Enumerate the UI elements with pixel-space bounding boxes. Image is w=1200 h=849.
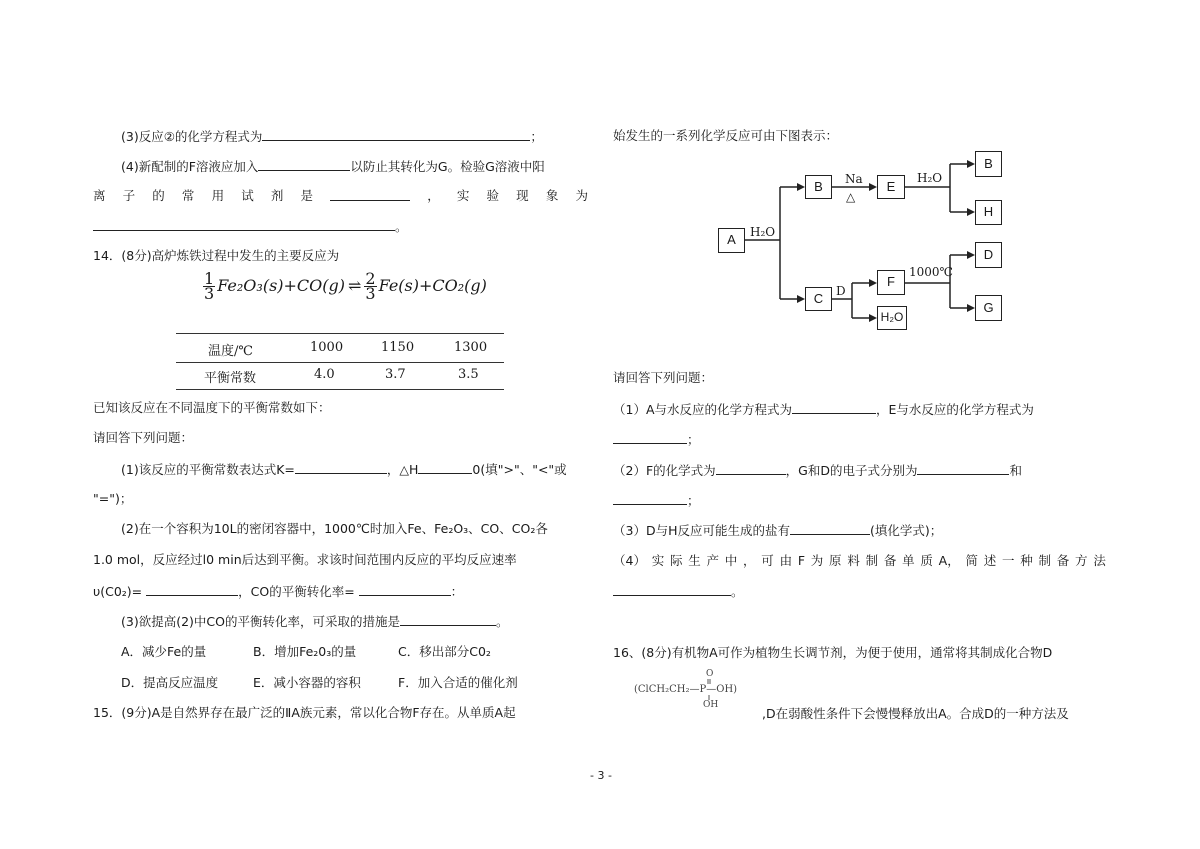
q15-part2-text2: ，G和D的电子式分别为 — [785, 463, 918, 478]
q15-part1-text2: ，E与水反应的化学方程式为 — [876, 402, 1034, 417]
table-header-cell: 1150 — [381, 340, 415, 355]
fraction-numerator: 1 — [204, 269, 215, 288]
q13-word: 试 — [241, 188, 254, 203]
q14-part1-text: (1)该反应的平衡常数表达式K= — [121, 462, 295, 477]
q14-end: ： — [450, 584, 464, 599]
q15-word: A， — [938, 553, 960, 568]
fraction-denominator: 3 — [365, 284, 376, 303]
q15-part1-text: （1）A与水反应的化学方程式为 — [613, 402, 793, 417]
q13-end: 。 — [395, 219, 408, 234]
structure-oxygen: O — [706, 669, 714, 679]
q13-word: 是 — [300, 188, 313, 203]
q14-rate-label: υ(C0₂)= — [93, 584, 143, 599]
q15-word: 简 — [965, 553, 978, 568]
option-e: E．减小容器的容积 — [253, 675, 361, 690]
label-h2o-e: H₂O — [917, 171, 943, 185]
q15-part3-text: （3）D与H反应可能生成的盐有 — [613, 523, 790, 538]
equation-reactants: Fe₂O₃(s)+CO(g) — [217, 276, 346, 295]
table-cell: 3.5 — [458, 367, 479, 382]
fraction-numerator: 2 — [365, 269, 376, 288]
table-header-cell: 1000 — [310, 340, 344, 355]
option-b: B．增加Fe₂0₃的量 — [253, 644, 357, 659]
q15-word: 质 — [920, 553, 933, 568]
option-a: A．减少Fe的量 — [121, 644, 207, 659]
q15-word: 一 — [1001, 553, 1015, 568]
q13-word: 离 — [93, 188, 106, 203]
label-h2o-a: H₂O — [750, 225, 776, 239]
q15-intro: 始发生的一系列化学反应可由下图表示： — [613, 128, 839, 143]
answer-blank[interactable] — [613, 431, 687, 444]
equation-products: Fe(s)+CO₂(g) — [378, 276, 487, 295]
q15-word: 种 — [1020, 553, 1033, 568]
table-cell: 4.0 — [314, 367, 335, 382]
answer-blank[interactable] — [790, 522, 870, 535]
q13-word: 为 — [575, 188, 588, 203]
q13-comma: ， — [427, 188, 440, 203]
table-cell: 3.7 — [385, 367, 406, 382]
q15-word: ， — [743, 553, 756, 568]
label-1000c: 1000℃ — [909, 265, 953, 279]
q15-part3-text2: (填化学式)； — [869, 523, 943, 538]
page-number: - 3 - — [590, 769, 612, 782]
q15-word: （4） — [613, 553, 646, 568]
q15-word: 备 — [1056, 553, 1070, 568]
label-na: Na — [845, 172, 863, 186]
node-b: B — [805, 175, 832, 199]
answer-blank[interactable] — [613, 492, 687, 505]
fraction-denominator: 3 — [204, 284, 215, 303]
q13-part3-end: ； — [530, 129, 543, 144]
option-c: C．移出部分C0₂ — [398, 644, 491, 659]
q13-word: 的 — [152, 188, 165, 203]
table-header-cell: 温度/℃ — [208, 344, 253, 359]
q15-part4-cont — [613, 583, 744, 600]
q15-part2-and: 和 — [1009, 463, 1022, 478]
q15-part1-cont — [613, 431, 700, 448]
option-d: D．提高反应温度 — [121, 675, 219, 690]
q15-word: 产 — [706, 553, 720, 568]
q13-word: 实 — [456, 188, 470, 203]
q14-part1-text3: 0(填">"、"<"或 — [472, 462, 567, 477]
node-c: C — [805, 287, 832, 311]
table-header-cell: 1300 — [454, 340, 488, 355]
q15-word: 际 — [669, 553, 683, 568]
table-cell: 平衡常数 — [204, 371, 257, 386]
q14-part2-line2: 1.0 mol，反应经过l0 min后达到平衡。求该时间范围内反应的平均反应速率 — [93, 552, 517, 567]
q13-part4-text2: 以防止其转化为G。检验G溶液中阳 — [350, 159, 545, 174]
answer-blank[interactable] — [716, 462, 786, 475]
q14-part3-text: (3)欲提高(2)中CO的平衡转化率，可采取的措施是 — [121, 614, 400, 629]
q15-word: 原 — [829, 553, 842, 568]
node-d: D — [975, 242, 1002, 268]
q13-part4-text: (4)新配制的F溶液应加入 — [121, 159, 259, 174]
q13-word: 现 — [516, 188, 529, 203]
structure-hydroxyl: OH — [703, 700, 719, 710]
label-d: D — [836, 284, 846, 298]
equilibrium-arrow: ⇌ — [348, 276, 362, 295]
q15-part1 — [613, 401, 1034, 418]
q16-line2: ,D在弱酸性条件下会慢慢释放出A。合成D的一种方法及 — [762, 706, 1069, 721]
q14-conversion-label: ，CO的平衡转化率= — [238, 584, 355, 599]
q13-word: 验 — [486, 188, 500, 203]
structure-main: (ClCH₂CH₂—P—OH) — [634, 684, 738, 695]
answer-blank[interactable] — [792, 401, 876, 414]
q14-part1-text2: ，△H — [386, 462, 419, 477]
q14-part2: (2)在一个容积为10L的密闭容器中，1000℃时加入Fe、Fe₂O₃、CO、CO₂各 — [121, 521, 548, 536]
node-h: H — [975, 200, 1002, 225]
q14-part3-end: 。 — [495, 614, 509, 629]
q14-ask: 请回答下列问题： — [93, 430, 194, 445]
node-f: F — [877, 270, 905, 295]
q15-word: 制 — [865, 553, 879, 568]
q15-word: 料 — [847, 553, 860, 568]
q13-word: 象 — [545, 188, 559, 203]
q13-word: 子 — [122, 188, 136, 203]
q14-title: 14．(8分)高炉炼铁过程中发生的主要反应为 — [93, 248, 340, 263]
q14-part1-cont: "=")； — [93, 491, 133, 506]
node-a: A — [718, 228, 745, 253]
q15-part4 — [613, 553, 1106, 569]
q16-title: 16、(8分)有机物A可作为植物生长调节剂，为便于使用，通常将其制成化合物D — [613, 645, 1053, 660]
q15-part2-text: （2）F的化学式为 — [613, 463, 716, 478]
q15-word: 法 — [1093, 553, 1106, 568]
q15-part2 — [613, 462, 1022, 479]
q15-ask: 请回答下列问题： — [613, 370, 714, 385]
answer-blank[interactable] — [613, 583, 731, 596]
q15-word: 中 — [724, 553, 738, 568]
q15-word: 为 — [810, 553, 824, 568]
label-heat: △ — [846, 190, 856, 204]
q15-word: F — [797, 553, 806, 568]
q15-word: 可 — [761, 553, 774, 568]
structure-bonds — [700, 677, 720, 701]
q15-word: 由 — [779, 553, 793, 568]
node-e: E — [877, 175, 905, 199]
node-b-product: B — [975, 151, 1002, 177]
q13-word: 常 — [181, 188, 195, 203]
q15-word: 方 — [1075, 553, 1088, 568]
q15-part3 — [613, 522, 942, 539]
q15-word: 实 — [651, 553, 665, 568]
q15-word: 制 — [1038, 553, 1052, 568]
q13-word: 剂 — [270, 188, 284, 203]
node-g: G — [975, 295, 1002, 321]
q13-word: 用 — [211, 188, 225, 203]
q15-word: 单 — [902, 553, 915, 568]
q15-part4-end: 。 — [731, 584, 744, 599]
answer-blank[interactable] — [917, 462, 1009, 475]
node-h2o: H₂O — [877, 306, 907, 330]
q15-part2-cont — [613, 492, 700, 509]
q15-word: 生 — [688, 553, 701, 568]
q14-known: 已知该反应在不同温度下的平衡常数如下： — [93, 400, 331, 415]
q15-title: 15．(9分)A是自然界存在最广泛的ⅡA族元素，常以化合物F存在。从单质A起 — [93, 705, 516, 720]
q15-word: 备 — [883, 553, 897, 568]
q13-part3-text: (3)反应②的化学方程式为 — [121, 129, 263, 144]
q15-word: 述 — [983, 553, 997, 568]
q15-part2-end: ； — [687, 493, 700, 508]
q15-part1-end: ； — [687, 432, 700, 447]
option-f: F．加入合适的催化剂 — [398, 675, 518, 690]
